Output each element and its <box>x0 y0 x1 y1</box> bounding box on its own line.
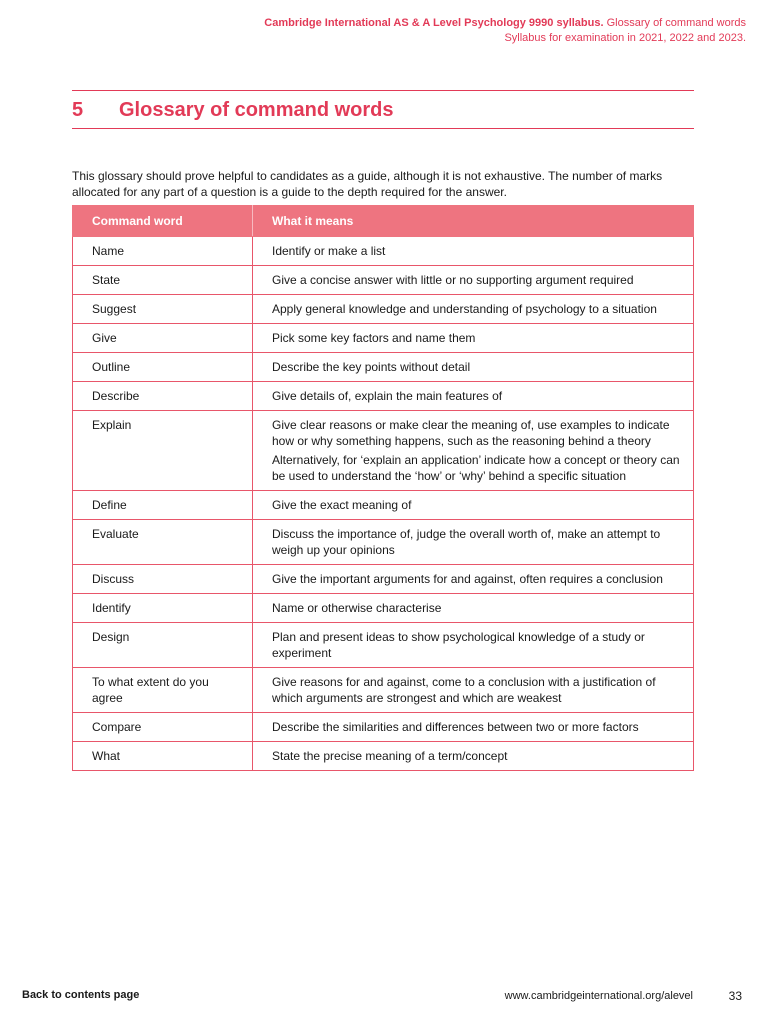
table-row <box>73 623 694 668</box>
page-header <box>264 16 746 46</box>
command-word-cell: Design <box>73 623 253 668</box>
meaning-paragraph: Give reasons for and against, come to a conclusion with a justification of which arguments are strongest and which are weakest <box>272 675 656 705</box>
meaning-cell <box>253 411 694 491</box>
meaning-cell <box>253 594 694 623</box>
column-header-meaning: What it means <box>253 206 694 237</box>
meaning-paragraph: Name or otherwise characterise <box>272 601 442 615</box>
command-word-cell: State <box>73 266 253 295</box>
meaning-paragraph: Give a concise answer with little or no supporting argument required <box>272 273 634 287</box>
table-row <box>73 668 694 713</box>
table-row <box>73 266 694 295</box>
meaning-paragraph: Apply general knowledge and understanding of psychology to a situation <box>272 302 657 316</box>
meaning-cell <box>253 382 694 411</box>
table-row <box>73 353 694 382</box>
meaning-cell <box>253 713 694 742</box>
command-word-cell: Give <box>73 324 253 353</box>
command-word-cell: To what extent do you agree <box>73 668 253 713</box>
command-word-cell: Explain <box>73 411 253 491</box>
meaning-paragraph: Give the important arguments for and against, often requires a conclusion <box>272 572 663 586</box>
footer-url: www.cambridgeinternational.org/alevel <box>504 990 693 1002</box>
command-word-cell: Evaluate <box>73 520 253 565</box>
meaning-cell <box>253 295 694 324</box>
table-row <box>73 324 694 353</box>
command-word-cell: Discuss <box>73 565 253 594</box>
table-row <box>73 237 694 266</box>
section-heading <box>72 97 694 123</box>
table-row <box>73 295 694 324</box>
meaning-cell <box>253 324 694 353</box>
meaning-paragraph: Give clear reasons or make clear the meaning of, use examples to indicate how or why something happens, such as the reasoning behind a theory <box>272 418 670 448</box>
table-header-row <box>73 206 694 237</box>
command-word-cell: Compare <box>73 713 253 742</box>
intro-paragraph: This glossary should prove helpful to candidates as a guide, although it is not exhaustive. The number of marks allocated for any part of a question is a guide to the depth required for the answer. <box>72 169 663 199</box>
meaning-paragraph: Give details of, explain the main features of <box>272 389 503 403</box>
header-section-name: Glossary of command words <box>606 17 746 29</box>
meaning-cell <box>253 491 694 520</box>
table-row <box>73 713 694 742</box>
meaning-cell <box>253 565 694 594</box>
table-row <box>73 565 694 594</box>
meaning-paragraph: Describe the key points without detail <box>272 360 471 374</box>
command-word-cell: Suggest <box>73 295 253 324</box>
command-word-cell: Outline <box>73 353 253 382</box>
command-word-cell: Identify <box>73 594 253 623</box>
section-divider-top <box>72 90 694 91</box>
header-exam-years: Syllabus for examination in 2021, 2022 and 2023. <box>504 32 746 44</box>
command-word-cell: Name <box>73 237 253 266</box>
meaning-cell <box>253 742 694 771</box>
table-row <box>73 594 694 623</box>
meaning-cell <box>253 237 694 266</box>
table-row <box>73 382 694 411</box>
section-title: Glossary of command words <box>119 99 394 121</box>
meaning-cell <box>253 520 694 565</box>
command-word-cell: Define <box>73 491 253 520</box>
meaning-paragraph: Pick some key factors and name them <box>272 331 476 345</box>
header-line-1 <box>264 16 746 31</box>
meaning-paragraph: Describe the similarities and differences between two or more factors <box>272 720 639 734</box>
section-number: 5 <box>72 99 84 121</box>
meaning-paragraph: Alternatively, for ‘explain an application’ indicate how a concept or theory can be used to understand the ‘how’ or ‘why’ behind a specific situation <box>272 453 680 483</box>
meaning-cell <box>253 266 694 295</box>
meaning-paragraph: Plan and present ideas to show psychological knowledge of a study or experiment <box>272 630 645 660</box>
section-divider-bottom <box>72 128 694 129</box>
meaning-cell <box>253 353 694 382</box>
meaning-paragraph: State the precise meaning of a term/concept <box>272 749 508 763</box>
table-row <box>73 520 694 565</box>
glossary-table <box>72 205 694 771</box>
page-number: 33 <box>728 989 742 1003</box>
meaning-cell <box>253 668 694 713</box>
column-header-command-word: Command word <box>73 206 253 237</box>
command-word-cell: Describe <box>73 382 253 411</box>
back-to-contents-link[interactable]: Back to contents page <box>22 989 140 1001</box>
meaning-paragraph: Discuss the importance of, judge the overall worth of, make an attempt to weigh up your opinions <box>272 527 661 557</box>
table-row <box>73 491 694 520</box>
header-syllabus-title: Cambridge International AS & A Level Psychology 9990 syllabus. <box>264 17 604 29</box>
glossary-table-body <box>73 237 694 771</box>
table-row <box>73 411 694 491</box>
table-row <box>73 742 694 771</box>
meaning-paragraph: Give the exact meaning of <box>272 498 412 512</box>
command-word-cell: What <box>73 742 253 771</box>
meaning-paragraph: Identify or make a list <box>272 244 386 258</box>
meaning-cell <box>253 623 694 668</box>
